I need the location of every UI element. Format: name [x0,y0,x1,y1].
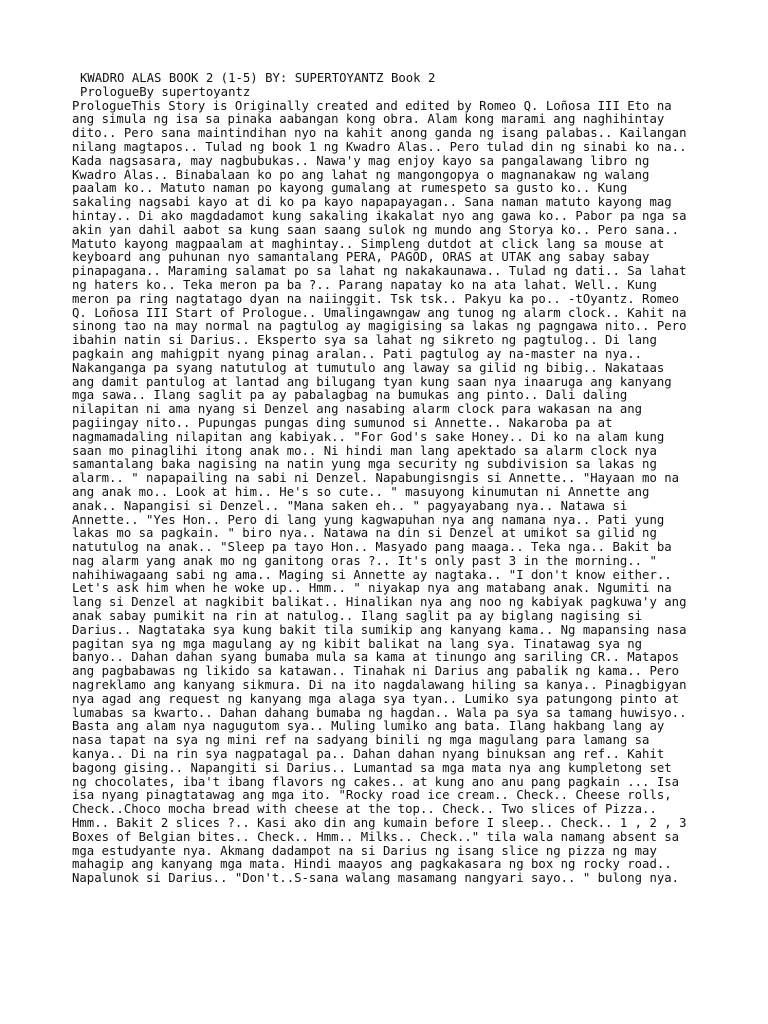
body-line: nasa tapat na sya ng mini ref na sadyang binili ng mga magulang para lamang sa [72,733,650,748]
body-line: PrologueThis Story is Originally created and edited by Romeo Q. Loñosa III Eto na [72,98,672,113]
body-line: meron pa ring nagtatago dyan na naiinggit. Tsk tsk.. Pakyu ka po.. -tOyantz. Romeo [72,291,680,306]
document-subtitle: PrologueBy supertoyantz [80,84,251,99]
body-line: pagiingay nito.. Pupungas pungas ding sumunod si Annette.. Nakaroba pa at [72,415,613,430]
body-line: mga estudyante nya. Akmang dadampot na si Darius ng isang slice ng pizza ng may [72,843,657,858]
body-line: Darius.. Nagtataka sya kung bakit tila sumikip ang kanyang kama.. Ng mapansing nasa [72,622,687,637]
body-line: Annette.. "Yes Hon.. Pero di lang yung kagwapuhan nya ang namana nya.. Pati yung [72,512,665,527]
body-line: Kwadro Alas.. Binabalaan ko po ang lahat ng mangongopya o magnanakaw ng walang [72,167,650,182]
body-line: nilapitan ni ama nyang si Denzel ang nasabing alarm clock para wakasan na ang [72,402,643,417]
body-line: samantalang baka nagising na natin yung mga security ng subdivision sa lakas ng [72,457,657,472]
body-line: akin yan dahil aabot sa kung saan saang sulok ng mundo ang Storya ko.. Pero sana.. [72,222,680,237]
body-line: anak.. Napangisi si Denzel.. "Mana saken eh.. " pagyayabang nya.. Natawa si [72,498,628,513]
body-line: nahihiwagaang sabi ng ama.. Maging si Annette ay nagtaka.. "I don't know either.. [72,567,672,582]
body-line: natutulog na anak.. "Sleep pa tayo Hon.. Masyado pang maaga.. Teka nga.. Bakit ba [72,540,672,555]
body-line: pagitan sya ng mga magulang ay ng kibit balikat na lang sya. Tinatawag sya ng [72,636,643,651]
body-line: isa nyang pinagtatawag ang mga ito. "Rocky road ice cream.. Check.. Cheese rolls, [72,788,672,803]
body-line: lakas mo sa pagkain. " biro nya.. Natawa na din si Denzel at umikot sa gilid ng [72,526,657,541]
body-line: ang pagbabawas ng likido sa katawan.. Tinahak ni Darius ang pabalik ng kama.. Pero [72,664,680,679]
body-line: Basta ang alam nya nagugutom sya.. Muling lumiko ang bata. Ilang hakbang lang ay [72,719,665,734]
body-line: ng haters ko.. Teka meron pa ba ?.. Parang napatay ko na ata lahat. Well.. Kung [72,277,657,292]
body-line: bagong gising.. Napangiti si Darius.. Lumantad sa mga mata nya ang kumpletong set [72,760,672,775]
body-line: mahagip ang kanyang mga mata. Hindi maayos ang pagkakasara ng box ng rocky road.. [72,857,672,872]
body-line: nilang magtapos.. Tulad ng book 1 ng Kwadro Alas.. Pero tulad din ng sinabi ko na.. [72,139,687,154]
body-line: ang damit pantulog at lantad ang bilugang tyan kung saan nya inaaruga ang kanyang [72,374,672,389]
body-line: mga sawa.. Ilang saglit pa ay pabalagbag na bumukas ang pinto.. Dali daling [72,388,628,403]
body-line: Matuto kayong magpaalam at maghintay.. Simpleng dutdot at click lang sa mouse at [72,236,665,251]
body-line: sakaling nagsabi kayo at di ko pa kayo napapayagan.. Sana naman matuto kayong mag [72,195,672,210]
body-line: sinong tao na may normal na pagtulog ay magigising sa lakas ng pagngawa nito.. Pero [72,319,687,334]
body-line: Napalunok si Darius.. "Don't..S-sana walang masamang nangyari sayo.. " bulong nya. [72,871,680,886]
body-line: lang si Denzel at nagkibit balikat.. Hinalikan nya ang noo ng kabiyak pagkuwa'y ang [72,595,687,610]
body-line: ang simula ng isa sa pinaka aabangan kong obra. Alam kong marami ang naghihintay [72,112,665,127]
body-line: pagkain ang mahigpit nyang pinag aralan.. Pati pagtulog ay na-master na nya.. [72,346,643,361]
body-line: nagmamadaling nilapitan ang kabiyak.. "For God's sake Honey.. Di ko na alam kung [72,429,665,444]
body-line: Boxes of Belgian bites.. Check.. Hmm.. Milks.. Check.." tila wala namang absent sa [72,829,680,844]
document-page [72,72,712,886]
body-line: Kada nagsasara, may nagbubukas.. Nawa'y mag enjoy kayo sa pangalawang libro ng [72,153,650,168]
body-line: lumabas sa kwarto.. Dahan dahang bumaba ng hagdan.. Wala pa sya sa tamang huwisyo.. [72,705,687,720]
body-line: ng chocolates, iba't ibang flavors ng cakes.. at kung ano anu pang pagkain ... Isa [72,774,680,789]
body-line: Nakanganga pa syang natutulog at tumutulo ang laway sa gilid ng bibig.. Nakataas [72,360,665,375]
body-line: anak sabay pumikit na rin at natulog.. Ilang saglit pa ay biglang nagising si [72,609,643,624]
body-line: paalam ko.. Matuto naman po kayong gumalang at rumespeto sa gusto ko.. Kung [72,181,628,196]
body-line: Check..Choco mocha bread with cheese at the top.. Check.. Two slices of Pizza.. [72,802,657,817]
document-body [72,100,712,886]
body-line: nagreklamo ang kanyang sikmura. Di na ito nagdalawang hiling sa kanya.. Pinagbigyan [72,678,687,693]
body-line: nya agad ang request ng kanyang mga alaga sya tyan.. Lumiko sya patungong pinto at [72,691,680,706]
body-line: saan mo pinaglihi itong anak mo.. Ni hindi man lang apektado sa alarm clock nya [72,443,657,458]
body-line: Q. Loñosa III Start of Prologue.. Umalingawngaw ang tunog ng alarm clock.. Kahit na [72,305,687,320]
body-line: dito.. Pero sana maintindihan nyo na kahit anong ganda ng isang palabas.. Kailangan [72,126,687,141]
document-title: KWADRO ALAS BOOK 2 (1-5) BY: SUPERTOYANTZ Book 2 [80,71,436,85]
body-line: kanya.. Di na rin sya nagpatagal pa.. Dahan dahan nyang binuksan ang ref.. Kahit [72,747,665,762]
body-line: banyo.. Dahan dahan syang bumaba mula sa kama at tinungo ang sariling CR.. Matapos [72,650,680,665]
body-line: alarm.. " napapailing na sabi ni Denzel. Napabungisngis si Annette.. "Hayaan mo na [72,471,680,486]
body-line: hintay.. Di ako magdadamot kung sakaling ikakalat nyo ang gawa ko.. Pabor pa nga sa [72,208,687,223]
body-line: Let's ask him when he woke up.. Hmm.. " niyakap nya ang matabang anak. Ngumiti na [72,581,672,596]
body-line: keyboard ang puhunan nyo samantalang PERA, PAGOD, ORAS at UTAK ang sabay sabay [72,250,650,265]
body-line: Hmm.. Bakit 2 slices ?.. Kasi ako din ang kumain before I sleep.. Check.. 1 , 2 , 3 [72,816,687,831]
body-line: nag alarm yang anak mo ng ganitong oras ?.. It's only past 3 in the morning.. " [72,553,657,568]
body-line: ang anak mo.. Look at him.. He's so cute.. " masuyong kinumutan ni Annette ang [72,484,650,499]
body-line: pinapagana.. Maraming salamat po sa lahat ng nakakaunawa.. Tulad ng dati.. Sa lahat [72,264,687,279]
body-line: ibahin natin si Darius.. Eksperto sya sa lahat ng sikreto ng pagtulog.. Di lang [72,333,657,348]
